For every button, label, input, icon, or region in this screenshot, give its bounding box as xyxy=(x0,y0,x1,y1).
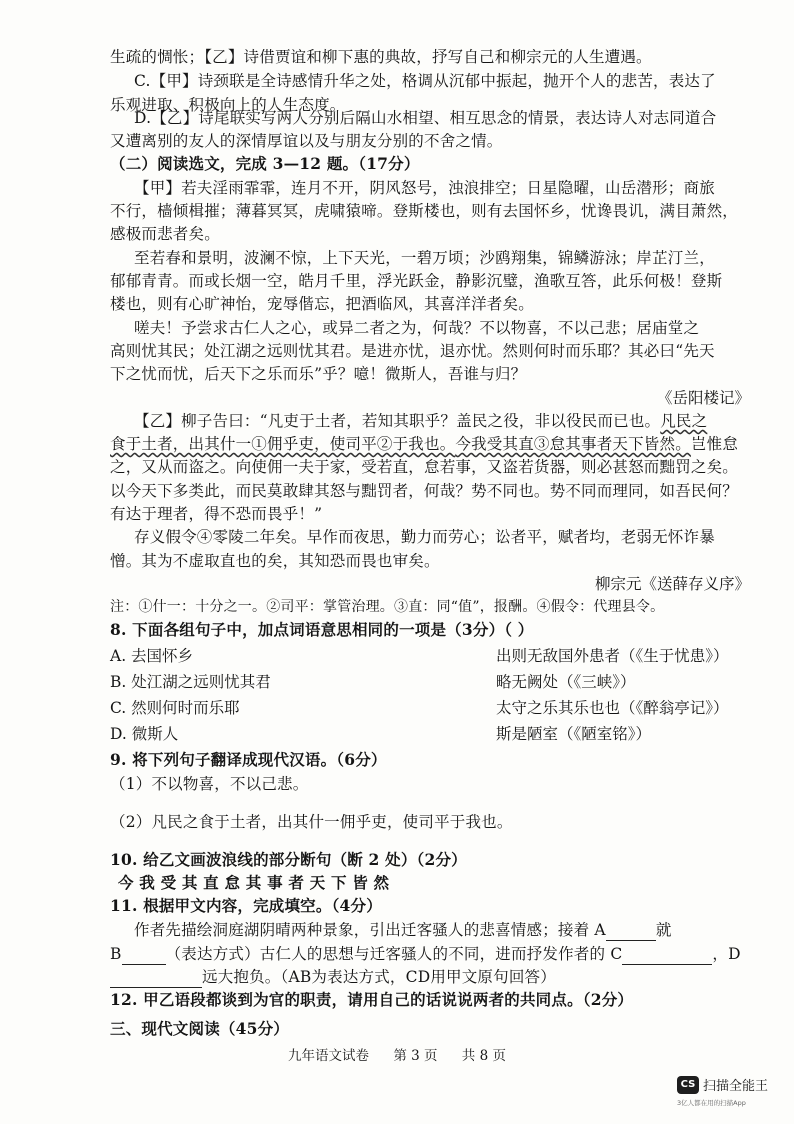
passage-jia-line: 不行，樯倾楫摧；薄暮冥冥，虎啸猿啼。登斯楼也，则有去国怀乡，忧谗畏讥，满目萧然， xyxy=(110,202,739,220)
question-9-part-2: （2）凡民之食于土者，出其什一佣乎吏，使司平于我也。 xyxy=(110,813,513,831)
question-11-line xyxy=(134,919,672,941)
footnote: 注：①什一：十分之一。②司平：掌管治理。③直：同“值”，报酬。④假令：代理县令。 xyxy=(110,599,665,615)
question-11: 11. 根据甲文内容，完成填空。（4分） xyxy=(110,896,382,915)
footer-title: 九年语文试卷 xyxy=(288,1048,370,1064)
wavy-underlined-text: 今我受其直③怠其事者天下皆然。 xyxy=(455,435,691,453)
watermark-tagline: 3亿人都在用的扫描App xyxy=(677,1099,746,1107)
passage-jia-line: 楼也，则有心旷神怡，宠辱偕忘，把酒临风，其喜洋洋者矣。 xyxy=(110,295,534,313)
answer-blank-b[interactable] xyxy=(122,948,166,965)
wavy-underlined-text: 凡民之 xyxy=(660,412,708,430)
fill-text: 就 xyxy=(655,921,672,939)
passage-yi-line xyxy=(110,433,738,455)
camscanner-logo-icon: CS xyxy=(677,1076,699,1094)
option-right: 斯是陋室（《陋室铭》） xyxy=(496,725,652,743)
source-citation: 柳宗元《送薛存义序》 xyxy=(594,575,750,593)
option-right: 出则无敌国外患者（《生于忧患》） xyxy=(496,647,729,665)
question-10: 10. 给乙文画波浪线的部分断句（断 2 处）（2分） xyxy=(110,850,467,869)
text-line: 又遭离别的友人的深情厚谊以及与朋友分别的不舍之情。 xyxy=(110,132,503,150)
q8-option-a xyxy=(110,645,760,667)
question-8: 8. 下面各组句子中，加点词语意思相同的一项是（3分）（ ） xyxy=(110,620,534,639)
q8-option-b xyxy=(110,671,760,693)
fill-text: B xyxy=(110,945,122,963)
footer-page: 第 3 页 xyxy=(393,1048,438,1064)
q8-option-d xyxy=(110,723,760,745)
footer-total: 共 8 页 xyxy=(461,1048,506,1064)
passage-yi-text: 岂惟怠 xyxy=(690,435,739,453)
passage-yi-line: 憎。其为不虚取直也的矣，其知恐而畏也审矣。 xyxy=(110,552,440,570)
passage-jia-line: 高则忧其民；处江湖之远则忧其君。是进亦忧，退亦忧。然则何时而乐耶？其必曰“先天 xyxy=(110,342,715,360)
option-left: D. 微斯人 xyxy=(110,725,179,743)
fill-text: （表达方式）古仁人的思想与迁客骚人的不同，进而抒发作者的 C xyxy=(165,945,623,963)
wavy-underlined-text: 食于土者，出其什一①佣乎吏，使司平②于我也。 xyxy=(110,435,456,453)
fill-text: 远大抱负。（AB为表达方式，CD用甲文原句回答） xyxy=(202,968,556,986)
passage-jia-line: 嗟夫！予尝求古仁人之心，或异二者之为，何哉？不以物喜，不以己悲；居庙堂之 xyxy=(134,319,700,337)
passage-yi-line: 以今天下多类此，而民莫敢肆其怒与黜罚者，何哉？势不同也。势不同而理同，如吾民何？ xyxy=(110,482,739,500)
section-3-heading xyxy=(110,1018,289,1040)
option-left: B. 处江湖之远则忧其君 xyxy=(110,673,271,691)
option-left: A. 去国怀乡 xyxy=(110,647,194,665)
passage-yi-line: 之，又从而盗之。向使佣一夫于家，受若直，怠若事，又盗若货器，则必甚怒而黜罚之矣。 xyxy=(110,458,739,476)
watermark-name: 扫描全能王 xyxy=(703,1079,769,1094)
passage-jia-line: 至若春和景明，波澜不惊，上下天光，一碧万顷；沙鸥翔集，锦鳞游泳；岸芷汀兰， xyxy=(134,249,715,267)
page-footer xyxy=(0,1044,794,1064)
question-12: 12. 甲乙语段都谈到为官的职责，请用自己的话说说两者的共同点。（2分） xyxy=(110,990,634,1009)
passage-yi-text: 【乙】柳子告曰：“凡吏于土者，若知其职乎？盖民之役，非以役民而已也。 xyxy=(134,412,661,430)
answer-blank-a[interactable] xyxy=(606,924,656,941)
option-c-line: C.【甲】诗颈联是全诗感情升华之处，格调从沉郁中振起，抛开个人的悲苦，表达了 xyxy=(134,72,716,90)
option-right: 太守之乐其乐也也（《醉翁亭记》） xyxy=(496,699,729,717)
text-line: 生疏的惆怅；【乙】诗借贾谊和柳下惠的典故，抒写自己和柳宗元的人生遭遇。 xyxy=(110,48,652,66)
question-11-line xyxy=(110,966,556,988)
text-line: 乐观进取、积极向上的人生态度。 xyxy=(110,96,346,114)
section-heading: （二）阅读选文，完成 3—12 题。（17分） xyxy=(110,154,420,173)
passage-yi-line xyxy=(134,410,707,432)
question-9-part-1: （1）不以物喜，不以己悲。 xyxy=(110,775,309,793)
answer-blank-c[interactable] xyxy=(622,948,712,965)
scanner-watermark xyxy=(677,1074,767,1114)
fill-text: ，D xyxy=(712,945,741,963)
question-11-line xyxy=(110,943,741,965)
passage-jia-line: 感极而悲者矣。 xyxy=(110,225,220,243)
option-left: C. 然则何时而乐耶 xyxy=(110,699,240,717)
question-9: 9. 将下列句子翻译成现代汉语。（6分） xyxy=(110,750,387,769)
q8-option-c xyxy=(110,697,760,719)
passage-yi-line: 存义假令④零陵二年矣。早作而夜思，勤力而劳心；讼者平，赋者均，老弱无怀诈暴 xyxy=(134,528,715,546)
section-3-title: 三、现代文阅读（45分） xyxy=(110,1019,289,1038)
passage-jia-line: 【甲】若夫淫雨霏霏，连月不开，阴风怒号，浊浪排空；日星隐曜，山岳潜形；商旅 xyxy=(134,179,715,197)
answer-blank-d[interactable] xyxy=(110,971,202,988)
punctuation-sentence: 今 我 受 其 直 怠 其 事 者 天 下 皆 然 xyxy=(118,873,390,892)
fill-text: 作者先描绘洞庭湖阴晴两种景象，引出迁客骚人的悲喜情感；接着 A xyxy=(134,921,606,939)
option-right: 略无阙处（《三峡》） xyxy=(496,673,636,691)
option-d-line: D.【乙】诗尾联实写两人分别后隔山水相望、相互思念的情景，表达诗人对志同道合 xyxy=(134,109,717,127)
passage-yi-line: 有达于理者，得不恐而畏乎！” xyxy=(110,505,323,523)
passage-jia-line: 下之忧而忧，后天下之乐而乐”乎？噫！微斯人，吾谁与归？ xyxy=(110,365,527,383)
source-citation: 《岳阳楼记》 xyxy=(656,389,750,407)
passage-jia-line: 郁郁青青。而或长烟一空，皓月千里，浮光跃金，静影沉璧，渔歌互答，此乐何极！登斯 xyxy=(110,272,723,290)
